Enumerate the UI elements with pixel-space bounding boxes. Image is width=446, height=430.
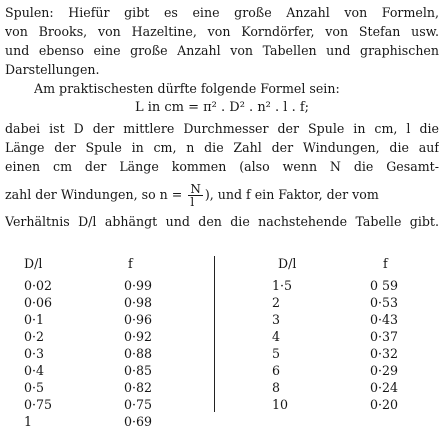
right-row-4-factor: 0·37 xyxy=(370,329,399,344)
explanation-line-2: Länge der Spule in cm, n die Zahl der Windungen, die auf xyxy=(5,140,439,155)
fraction xyxy=(188,183,203,208)
right-header-ratio: D/l xyxy=(278,256,297,271)
left-row-1-ratio: 0·02 xyxy=(24,278,53,293)
paragraph-line-1: Spulen: Hiefür gibt es eine große Anzahl von Formeln, xyxy=(5,5,439,20)
right-row-5-factor: 0·32 xyxy=(370,346,399,361)
left-row-9-ratio: 1 xyxy=(24,414,33,429)
right-row-7-ratio: 8 xyxy=(272,380,281,395)
right-header-factor: f xyxy=(383,256,388,271)
explanation-line-3: einen cm der Länge kommen (also wenn N die Gesamt- xyxy=(5,159,439,174)
inductance-formula: L in cm = π² . D² . n² . l . f; xyxy=(134,100,310,115)
left-row-3-factor: 0·96 xyxy=(124,312,153,327)
right-row-1-ratio: 1·5 xyxy=(272,278,293,293)
left-row-2-factor: 0·98 xyxy=(124,295,153,310)
fraction-line-before: zahl der Windungen, so n = xyxy=(5,187,183,202)
left-row-6-ratio: 0·4 xyxy=(24,363,45,378)
left-row-7-factor: 0·82 xyxy=(124,380,153,395)
right-row-5-ratio: 5 xyxy=(272,346,281,361)
left-row-3-ratio: 0·1 xyxy=(24,312,45,327)
fraction-line-after: ), und f ein Faktor, der vom xyxy=(204,187,379,202)
right-row-6-factor: 0·29 xyxy=(370,363,399,378)
fraction-numerator: N xyxy=(190,182,201,196)
right-row-6-ratio: 6 xyxy=(272,363,281,378)
left-row-7-ratio: 0·5 xyxy=(24,380,45,395)
left-row-6-factor: 0·85 xyxy=(124,363,153,378)
left-row-1-factor: 0·99 xyxy=(124,278,153,293)
paragraph-last-line: Verhältnis D/l abhängt und den die nachstehende Tabelle gibt. xyxy=(5,214,439,229)
left-row-2-ratio: 0·06 xyxy=(24,295,53,310)
paragraph-line-3: und ebenso eine große Anzahl von Tabellen und graphischen xyxy=(5,43,439,58)
left-row-8-factor: 0·75 xyxy=(124,397,153,412)
fraction-denominator: l xyxy=(190,195,195,209)
explanation-line-1: dabei ist D der mittlere Durchmesser der Spule in cm, l die xyxy=(5,121,439,136)
right-row-3-factor: 0·43 xyxy=(370,312,399,327)
right-row-4-ratio: 4 xyxy=(272,329,281,344)
right-row-1-factor: 0 59 xyxy=(370,278,399,293)
left-header-ratio: D/l xyxy=(24,256,43,271)
paragraph-line-2: von Brooks, von Hazeltine, von Korndörfer, von Stefan usw. xyxy=(5,24,439,39)
right-row-7-factor: 0·24 xyxy=(370,380,399,395)
paragraph-line-4: Darstellungen. xyxy=(5,62,100,77)
left-row-5-ratio: 0·3 xyxy=(24,346,45,361)
right-row-2-ratio: 2 xyxy=(272,295,281,310)
factor-table xyxy=(0,256,446,429)
right-row-8-factor: 0·20 xyxy=(370,397,399,412)
right-row-3-ratio: 3 xyxy=(272,312,281,327)
left-header-factor: f xyxy=(128,256,133,271)
formula-intro: Am praktischesten dürfte folgende Formel sein: xyxy=(34,81,340,96)
left-row-4-factor: 0·92 xyxy=(124,329,153,344)
right-row-2-factor: 0·53 xyxy=(370,295,399,310)
left-row-8-ratio: 0·75 xyxy=(24,397,53,412)
table-column-divider xyxy=(214,256,215,412)
fraction-line xyxy=(5,178,439,212)
left-row-4-ratio: 0·2 xyxy=(24,329,45,344)
right-row-8-ratio: 10 xyxy=(272,397,289,412)
left-row-5-factor: 0·88 xyxy=(124,346,153,361)
left-row-9-factor: 0·69 xyxy=(124,414,153,429)
